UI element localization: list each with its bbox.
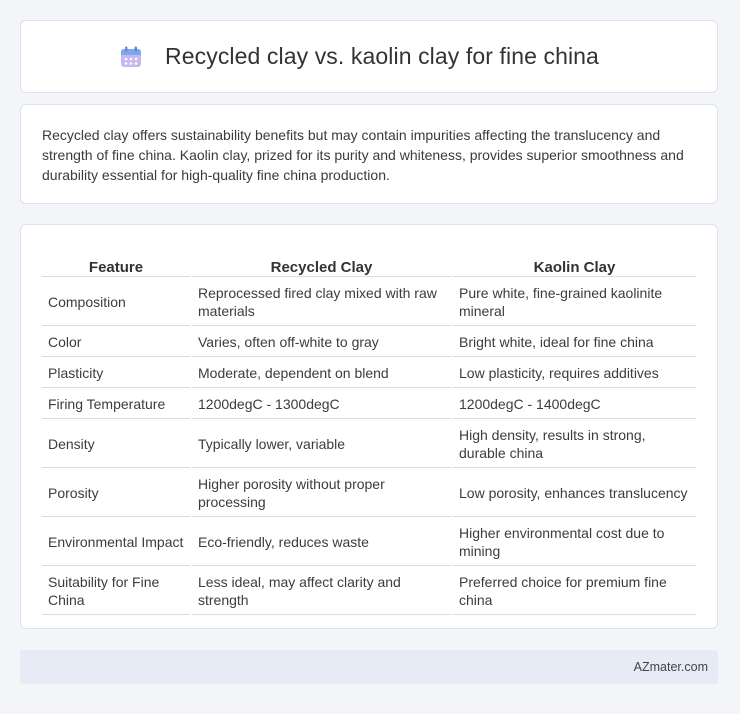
recycled-clay-cell: Less ideal, may affect clarity and strength (192, 566, 451, 615)
footer (20, 650, 718, 684)
kaolin-clay-cell: Low porosity, enhances translucency (453, 468, 696, 517)
feature-cell: Plasticity (42, 357, 190, 388)
table-row (42, 566, 696, 615)
comparison-table-card (20, 224, 718, 629)
recycled-clay-cell: Varies, often off-white to gray (192, 326, 451, 357)
feature-cell: Suitability for Fine China (42, 566, 190, 615)
table-row (42, 326, 696, 357)
summary-text: Recycled clay offers sustainability benefits but may contain impurities affecting the translucency and strength of fine china. Kaolin clay, prized for its purity and whiteness, provides superior smoothness and durability essential for high-quality fine china production. (42, 127, 684, 183)
kaolin-clay-cell: Higher environmental cost due to mining (453, 517, 696, 566)
header-feature: Feature (42, 245, 190, 277)
footer-brand: AZmater.com (633, 660, 708, 674)
comparison-table (40, 245, 698, 615)
summary-card (20, 104, 718, 204)
table-row (42, 468, 696, 517)
kaolin-clay-cell: Bright white, ideal for fine china (453, 326, 696, 357)
recycled-clay-cell: Reprocessed fired clay mixed with raw materials (192, 277, 451, 326)
feature-cell: Firing Temperature (42, 388, 190, 419)
title-wrap (119, 43, 599, 70)
table-row (42, 517, 696, 566)
header-recycled-clay: Recycled Clay (192, 245, 451, 277)
feature-cell: Color (42, 326, 190, 357)
header-kaolin-clay: Kaolin Clay (453, 245, 696, 277)
table-row (42, 419, 696, 468)
feature-cell: Density (42, 419, 190, 468)
recycled-clay-cell: Eco-friendly, reduces waste (192, 517, 451, 566)
feature-cell: Composition (42, 277, 190, 326)
feature-cell: Environmental Impact (42, 517, 190, 566)
table-row (42, 388, 696, 419)
kaolin-clay-cell: Pure white, fine-grained kaolinite mineral (453, 277, 696, 326)
recycled-clay-cell: Typically lower, variable (192, 419, 451, 468)
kaolin-clay-cell: 1200degC - 1400degC (453, 388, 696, 419)
calendar-icon (119, 45, 143, 69)
kaolin-clay-cell: Low plasticity, requires additives (453, 357, 696, 388)
kaolin-clay-cell: High density, results in strong, durable china (453, 419, 696, 468)
table-row (42, 277, 696, 326)
page-title: Recycled clay vs. kaolin clay for fine china (165, 43, 599, 69)
feature-cell: Porosity (42, 468, 190, 517)
kaolin-clay-cell: Preferred choice for premium fine china (453, 566, 696, 615)
recycled-clay-cell: Moderate, dependent on blend (192, 357, 451, 388)
recycled-clay-cell: Higher porosity without proper processing (192, 468, 451, 517)
table-row (42, 357, 696, 388)
table-header-row (42, 245, 696, 277)
title-card (20, 20, 718, 93)
recycled-clay-cell: 1200degC - 1300degC (192, 388, 451, 419)
